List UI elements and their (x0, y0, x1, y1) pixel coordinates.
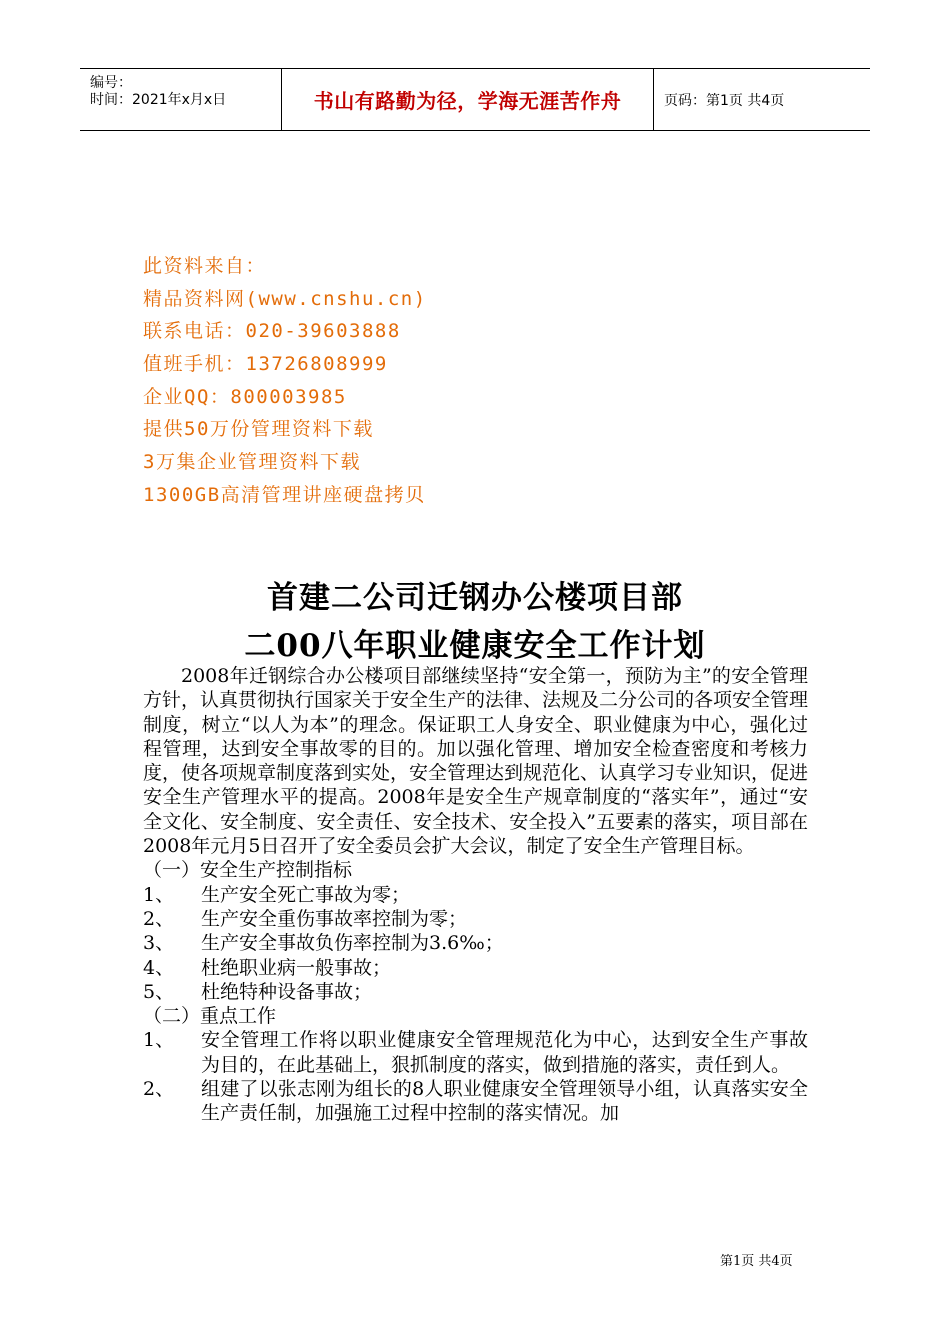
document-title-line-2: 二00八年职业健康安全工作计划 (244, 628, 706, 664)
list-item-text: 杜绝特种设备事故； (201, 980, 373, 1003)
list-item (143, 980, 808, 1004)
list-item-number: 2、 (143, 1078, 175, 1101)
page-header (80, 68, 870, 131)
section-heading: （二）重点工作 (143, 1005, 277, 1028)
document-body (143, 664, 808, 1126)
number-label: 编号： (90, 75, 132, 91)
list-item-number: 2、 (143, 907, 175, 930)
source-line: 3万集企业管理资料下载 (143, 451, 361, 474)
list-item-text: 安全管理工作将以职业健康安全管理规范化为中心，达到安全生产事故为目的，在此基础上，狠抓制度的落实，做到措施的落实，责任到人。 (201, 1029, 808, 1076)
list-item-text: 杜绝职业病一般事故； (201, 956, 392, 979)
list-item (143, 883, 808, 907)
list-item-number: 1、 (143, 1029, 175, 1052)
source-info-block (143, 250, 427, 512)
source-line: 值班手机：13726808999 (143, 353, 388, 376)
list-item (143, 931, 808, 955)
intro-paragraph: 2008年迁钢综合办公楼项目部继续坚持“安全第一，预防为主”的安全管理方针，认真贯彻执行国家关于安全生产的法律、法规及二分公司的各项安全管理制度，树立“以人为本”的理念。保证职工人身安全、职业健康为中心，强化过程管理，达到安全事故零的目的。加以强化管理、增加安全检查密度和考核力度，使各项规章制度落到实处，安全管理达到规范化、认真学习专业知识，促进安全生产管理水平的提高。2008年是安全生产规章制度的“落实年”，通过“安全文化、安全制度、安全责任、安全技术、安全投入”五要素的落实，项目部在2008年元月5日召开了安全委员会扩大会议，制定了安全生产管理目标。 (143, 665, 809, 858)
document-title-line-1: 首建二公司迁钢办公楼项目部 (267, 580, 683, 616)
source-line: 联系电话：020-39603888 (143, 320, 401, 343)
list-item (143, 907, 808, 931)
list-item-text: 组建了以张志刚为组长的8人职业健康安全管理领导小组，认真落实安全生产责任制，加强施工过程中控制的落实情况。加 (201, 1078, 808, 1125)
list-item-text: 生产安全死亡事故为零； (201, 883, 411, 906)
list-item (143, 956, 808, 980)
list-item-number: 3、 (143, 932, 175, 955)
header-page-info: 页码：第1页 共4页 (664, 92, 785, 109)
header-meta-cell (80, 69, 282, 130)
list-item-number: 5、 (143, 980, 175, 1003)
header-motto: 书山有路勤为径，学海无涯苦作舟 (282, 69, 654, 130)
source-line: 此资料来自： (143, 255, 267, 277)
list-item (143, 1028, 808, 1077)
section-heading: （一）安全生产控制指标 (143, 859, 353, 882)
list-item-number: 4、 (143, 956, 175, 979)
page-footer: 第1页 共4页 (720, 1254, 793, 1269)
list-item (143, 1077, 808, 1126)
list-item-text: 生产安全事故负伤率控制为3.6‰； (201, 932, 504, 955)
source-line: 提供50万份管理资料下载 (143, 418, 374, 441)
source-line: 精品资料网(www.cnshu.cn) (143, 287, 427, 310)
time-label: 时间：2021年x月x日 (90, 92, 227, 108)
source-line: 1300GB高清管理讲座硬盘拷贝 (143, 483, 426, 506)
source-line: 企业QQ：800003985 (143, 385, 347, 408)
list-item-text: 生产安全重伤事故率控制为零； (201, 907, 468, 930)
list-item-number: 1、 (143, 883, 175, 906)
